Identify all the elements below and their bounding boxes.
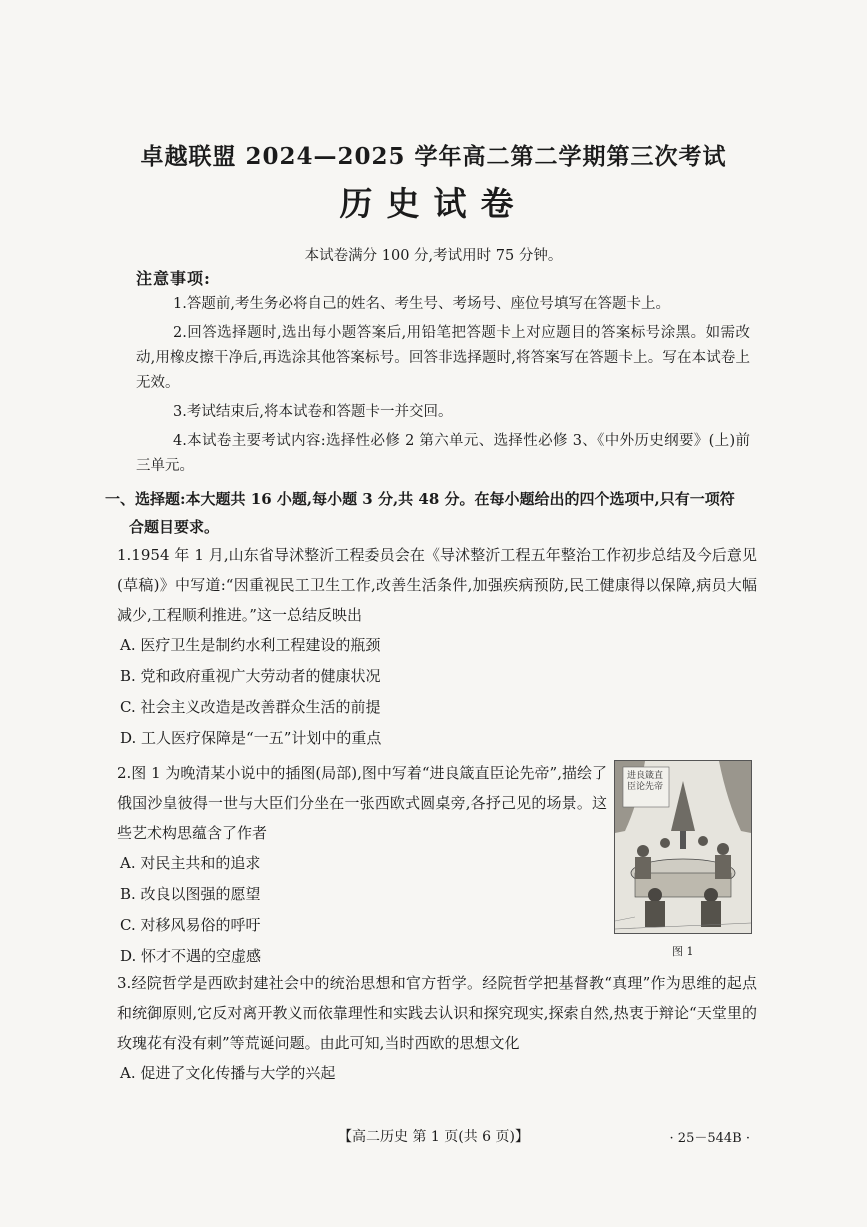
- notice-list: [136, 292, 750, 483]
- figure-1-caption: 图 1: [672, 945, 694, 958]
- figure-inscription: 进良箴直臣论先帝: [627, 771, 664, 792]
- exam-subtitle: 本试卷满分 100 分,考试用时 75 分钟。: [304, 248, 563, 264]
- option-c: C. 社会主义改造是改善群众生活的前提: [120, 698, 381, 716]
- option-a: A. 对民主共和的追求: [120, 854, 261, 872]
- notice-item: 2.回答选择题时,选出每小题答案后,用铅笔把答题卡上对应题目的答案标号涂黑。如需改动,用橡皮擦干净后,再选涂其他答案标号。回答非选择题时,将答案写在答题卡上。写在本试卷上无效。: [136, 325, 750, 391]
- option-b: B. 改良以图强的愿望: [120, 885, 261, 903]
- option-d: D. 怀才不遇的空虚感: [120, 947, 262, 965]
- notice-item: 4.本试卷主要考试内容:选择性必修 2 第六单元、选择性必修 3、《中外历史纲要》(上)前三单元。: [136, 433, 750, 474]
- section-heading-line2: 合题目要求。: [129, 518, 220, 536]
- question-1: [117, 540, 757, 754]
- page-footer: 【高二历史 第 1 页(共 6 页)】: [338, 1129, 529, 1145]
- question-1-text: 1.1954 年 1 月,山东省导沭整沂工程委员会在《导沭整沂工程五年整治工作初步总结及今后意见(草稿)》中写道:“因重视民工卫生工作,改善生活条件,加强疾病预防,民工健康得以保障,病员大幅减少,工程顺利推进。”这一总结反映出: [117, 546, 757, 624]
- question-3-text: 3.经院哲学是西欧封建社会中的统治思想和官方哲学。经院哲学把基督教“真理”作为思维的起点和统御原则,它反对离开教义而依靠理性和实践去认识和探究现实,探索自然,热衷于辩论“天堂里的玫瑰花有没有刺”等荒诞问题。由此可知,当时西欧的思想文化: [117, 974, 757, 1052]
- question-3: [117, 968, 757, 1089]
- option-c: C. 对移风易俗的呼吁: [120, 916, 261, 934]
- question-1-options: [117, 630, 757, 754]
- question-2-options: [117, 848, 607, 972]
- notice-item: 3.考试结束后,将本试卷和答题卡一并交回。: [173, 404, 453, 420]
- page-code: · 25－544B ·: [669, 1131, 750, 1146]
- question-2: [117, 758, 607, 972]
- notice-heading: 注意事项:: [136, 269, 211, 288]
- question-2-text: 2.图 1 为晚清某小说中的插图(局部),图中写着“进良箴直臣论先帝”,描绘了俄国沙皇彼得一世与大臣们分坐在一张西欧式圆桌旁,各抒己见的场景。这些艺术构思蕴含了作者: [117, 764, 607, 842]
- option-b: B. 党和政府重视广大劳动者的健康状况: [120, 667, 381, 685]
- page-title: 历史试卷: [339, 184, 528, 223]
- figure-1-illustration: [614, 760, 752, 934]
- notice-item: 1.答题前,考生务必将自己的姓名、考生号、考场号、座位号填写在答题卡上。: [173, 296, 670, 312]
- option-d: D. 工人医疗保障是“一五”计划中的重点: [120, 729, 382, 747]
- option-a: A. 促进了文化传播与大学的兴起: [120, 1064, 336, 1082]
- option-a: A. 医疗卫生是制约水利工程建设的瓶颈: [120, 636, 381, 654]
- exam-header-line: 卓越联盟 2024—2025 学年高二第二学期第三次考试: [140, 143, 727, 170]
- section-heading: [105, 485, 760, 541]
- section-heading-line1: 一、选择题:本大题共 16 小题,每小题 3 分,共 48 分。在每小题给出的四个选项中,只有一项符: [105, 490, 735, 508]
- question-3-options: [117, 1058, 757, 1089]
